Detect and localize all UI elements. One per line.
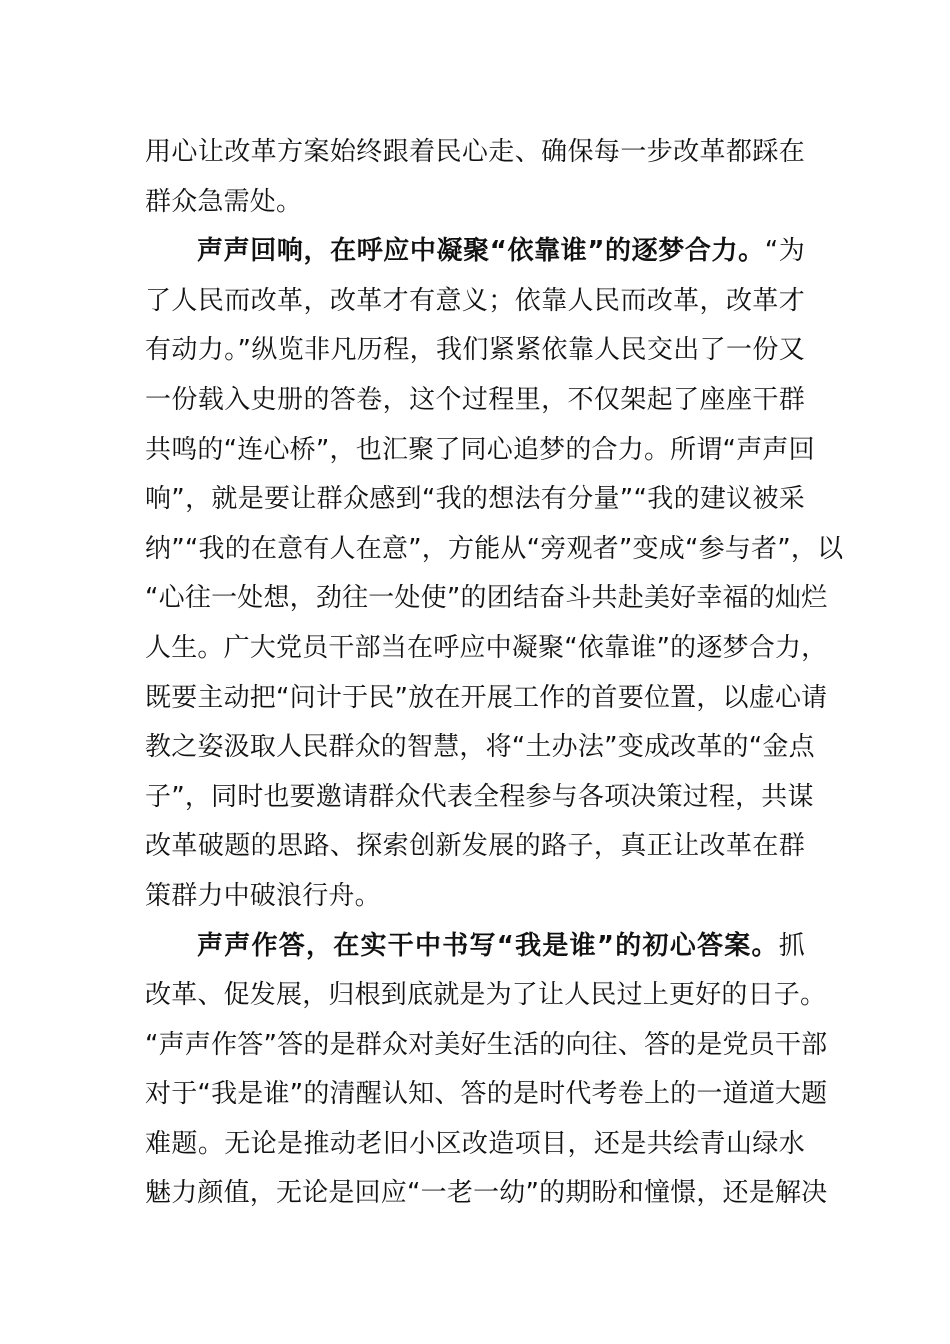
- text-line: “声声作答”答的是群众对美好生活的向往、答的是党员干部: [145, 1029, 828, 1060]
- text-run: “为: [764, 236, 806, 267]
- text-line: 既要主动把“问计于民”放在开展工作的首要位置，以虚心请: [145, 682, 828, 713]
- text-line: 群众急需处。: [145, 186, 303, 217]
- text-line: 响”，就是要让群众感到“我的想法有分量”“我的建议被采: [145, 484, 805, 515]
- paragraph-2: [145, 227, 844, 921]
- text-run: 抓: [778, 930, 805, 961]
- paragraph-lead: 声声作答，在实干中书写“我是谁”的初心答案。: [197, 930, 779, 961]
- paragraph-3: [145, 922, 828, 1220]
- text-line: 对于“我是谁”的清醒认知、答的是时代考卷上的一道道大题: [145, 1079, 828, 1110]
- paragraph-lead: 声声回响，在呼应中凝聚“依靠谁”的逐梦合力。: [197, 236, 765, 267]
- text-line: 有动力。”纵览非凡历程，我们紧紧依靠人民交出了一份又: [145, 335, 805, 366]
- text-line: 子”，同时也要邀请群众代表全程参与各项决策过程，共谋: [145, 781, 814, 812]
- text-line: 纳”“我的在意有人在意”，方能从“旁观者”变成“参与者”，以: [145, 533, 844, 564]
- text-line: 难题。无论是推动老旧小区改造项目，还是共绘青山绿水: [145, 1128, 805, 1159]
- text-line: 用心让改革方案始终跟着民心走、确保每一步改革都踩在: [145, 137, 805, 167]
- text-line: 人生。广大党员干部当在呼应中凝聚“依靠谁”的逐梦合力，: [145, 632, 828, 663]
- text-line: 一份载入史册的答卷，这个过程里，不仅架起了座座干群: [145, 384, 805, 415]
- paragraph-1: [145, 128, 805, 227]
- paragraph-first-line: [145, 922, 805, 972]
- text-line: 了人民而改革，改革才有意义；依靠人民而改革，改革才: [145, 285, 805, 316]
- text-line: 共鸣的“连心桥”，也汇聚了同心追梦的合力。所谓“声声回: [145, 434, 815, 465]
- text-line: 改革、促发展，归根到底就是为了让人民过上更好的日子。: [145, 980, 827, 1011]
- text-line: 策群力中破浪行舟。: [145, 880, 381, 911]
- document-body: [145, 128, 844, 1219]
- text-line: 魅力颜值，无论是回应“一老一幼”的期盼和憧憬，还是解决: [145, 1178, 828, 1209]
- text-line: 改革破题的思路、探索创新发展的路子，真正让改革在群: [145, 831, 805, 862]
- text-line: “心往一处想，劲往一处使”的团结奋斗共赴美好幸福的灿烂: [145, 583, 828, 614]
- paragraph-first-line: [145, 227, 805, 277]
- text-line: 教之姿汲取人民群众的智慧，将“土办法”变成改革的“金点: [145, 732, 815, 763]
